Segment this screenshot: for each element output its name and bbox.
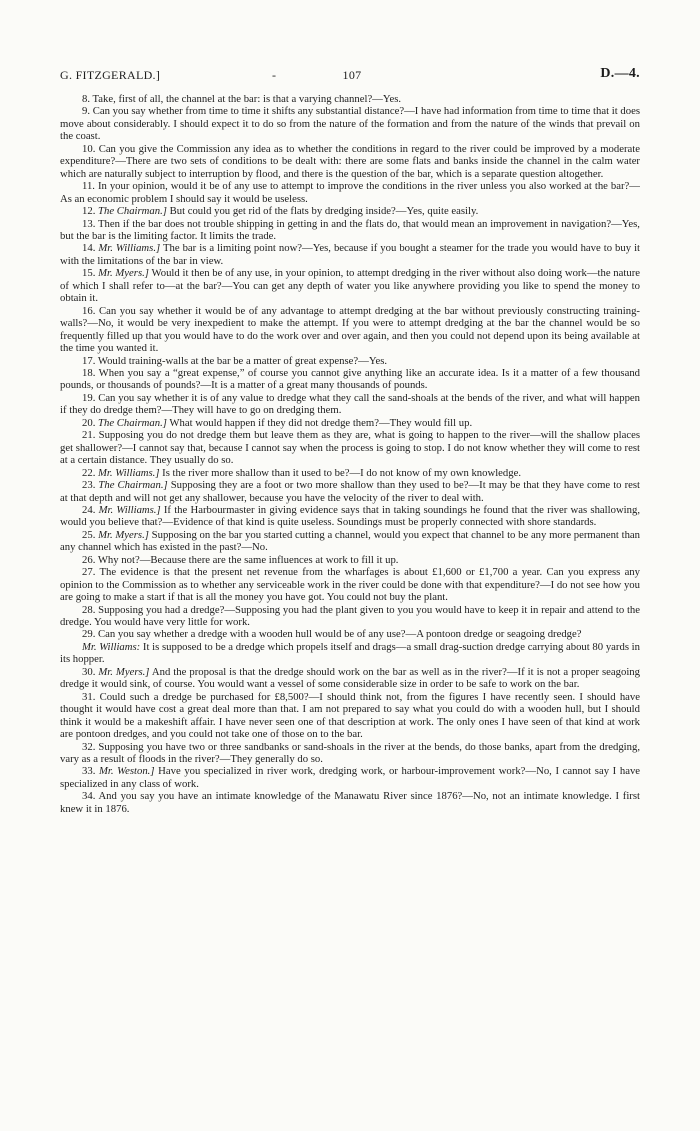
header-witness-name: G. FITZGERALD.] — [60, 68, 161, 82]
page-header — [60, 68, 640, 84]
evidence-paragraph — [60, 666, 640, 691]
question-answer-text: Take, first of all, the channel at the bar: is that a varying channel?—Yes. — [92, 93, 402, 105]
evidence-paragraph — [60, 479, 640, 504]
evidence-paragraph — [60, 467, 640, 479]
evidence-paragraph — [60, 355, 640, 367]
question-number: 34. — [82, 790, 96, 803]
question-answer-text: What would happen if they did not dredge them?—They would fill up. — [169, 416, 473, 429]
evidence-paragraph — [60, 218, 640, 243]
evidence-paragraph — [60, 554, 640, 566]
evidence-paragraph — [60, 180, 640, 205]
question-answer-text: Why not?—Because there are the same influences at work to fill it up. — [97, 553, 399, 566]
question-number: 30. — [82, 665, 96, 678]
speaker-label: Mr. Myers.] — [98, 665, 150, 678]
question-answer-text: Can you give the Commission any idea as to whether the conditions in regard to the river could be improved by a moderate expenditure?—There are two sets of conditions to be dealt with: there are some flats and banks inside the channel in the calm water which are naturally subject to interruption by flood, and there is the question of the bar, which is a separate question altogether. — [60, 142, 641, 180]
question-answer-text: Have you specialized in river work, dredging work, or harbour-improvement work?—No, I cannot say I have specialized in any class of work. — [60, 765, 641, 790]
evidence-paragraph — [60, 628, 640, 640]
evidence-paragraph — [60, 105, 640, 142]
question-number: 28. — [82, 603, 96, 616]
evidence-paragraph — [60, 392, 640, 417]
evidence-paragraph — [60, 604, 640, 629]
question-answer-text: It is supposed to be a dredge which propels itself and drags—a small drag-suction dredge carrying about 80 yards in its hopper. — [60, 640, 640, 666]
evidence-paragraph — [60, 143, 640, 180]
question-answer-text: Can you say whether it would be of any advantage to attempt dredging at the bar without previously constructing training-walls?—No, it would be very inexpedient to make the attempt. If you were to attempt dredging at the bar the channel would be so frequently filled up that you would have to do the work over and over again, and then you could not depend upon its being available at the time you wanted it. — [60, 304, 640, 355]
question-number: 11. — [82, 180, 95, 193]
question-number: 17. — [82, 354, 96, 367]
question-number: 24. — [82, 503, 96, 516]
speaker-label: Mr. Myers.] — [98, 528, 149, 541]
question-number: 8. — [82, 93, 91, 105]
question-answer-text: Supposing you do not dredge them but leave them as they are, what is going to happen to the river—will the shallow places get shallower?—I cannot say that, because I cannot say when the process is going to stop. I do not know whether they will come to rest at a certain distance. They usually do so. — [60, 429, 641, 467]
question-answer-text: Would it then be of any use, in your opinion, to attempt dredging in the river without also doing work—the nature of which I shall refer to—at the bar?—You can get any depth of water you like anywhere providing you like to spend the money to obtain it. — [60, 267, 641, 305]
question-number: 29. — [82, 628, 96, 641]
question-number: 25. — [82, 528, 96, 541]
question-number: 20. — [82, 416, 96, 429]
question-number: 23. — [82, 479, 96, 492]
question-number: 15. — [82, 267, 96, 280]
question-answer-text: Supposing they are a foot or two more shallow than they used to be?—It may be that they have come to rest at that depth and will not get any shallower, because you have the velocity of the river to deal with. — [60, 479, 641, 504]
speaker-label: Mr. Weston.] — [99, 765, 155, 778]
speaker-label: Mr. Williams: — [82, 640, 141, 653]
question-answer-text: When you say a “great expense,” of course you cannot give anything like an accurate idea. Is it a matter of a few thousand pounds, or thousands of pounds?—It is a matter of a great many thousands of pounds. — [60, 366, 641, 392]
question-answer-text: Would training-walls at the bar be a matter of great expense?—Yes. — [97, 354, 388, 367]
question-answer-text: The evidence is that the present net revenue from the wharfages is about £1,600 or £1,700 a year. Can you express any opinion to the Commission as to whether any serviceable work in the river could be done with that expenditure?—I do not see how you are going to make a start if that is all the money you have got. You could not buy the plant. — [60, 566, 640, 604]
speaker-label: The Chairman.] — [98, 479, 168, 492]
question-answer-text: Could such a dredge be purchased for £8,500?—I should think not, from the figures I have recently seen. I should have thought it would have cost a great deal more than that. I am not prepared to say what you could do with a wooden hull, but I should think it would be a makeshift affair. I have never seen one of that description at work. The only ones I have seen of that kind at work are pontoon dredges, and you could not take one of those on to the bar. — [60, 690, 641, 741]
speaker-label: Mr. Williams.] — [98, 503, 161, 516]
question-answer-text: Then if the bar does not trouble shipping in getting in and the flats do, that would mean an improvement in navigation?—Yes, but the bar is the limiting factor. It limits the trade. — [60, 217, 640, 242]
question-number: 33. — [82, 765, 96, 778]
evidence-paragraph — [60, 504, 640, 529]
evidence-paragraph — [60, 242, 640, 267]
question-answer-text: Supposing you had a dredge?—Supposing you had the plant given to you you would have to keep it in repair and attend to the dredge. You would have very little for work. — [60, 603, 640, 629]
evidence-paragraph — [60, 429, 640, 466]
question-answer-text: And the proposal is that the dredge should work on the bar as well as in the river?—If it is not a proper seagoing dredge it would sink, of course. You would want a vessel of some considerable size in order to be safe to work on the bar. — [60, 665, 640, 691]
question-number: 10. — [82, 142, 96, 155]
question-answer-text: Can you say whether it is of any value to dredge what they call the sand-shoals at the bends of the river, and what will happen if they do dredge them?—They will have to go on dredging them. — [60, 391, 640, 417]
evidence-paragraph — [60, 566, 640, 603]
question-answer-text: Supposing on the bar you started cutting a channel, would you expect that channel to be any more permanent than any channel which has existed in the past?—No. — [60, 528, 641, 554]
evidence-paragraph — [60, 641, 640, 666]
question-number: 18. — [82, 366, 96, 379]
question-answer-text: In your opinion, would it be of any use to attempt to improve the conditions in the river unless you also worked at the bar?—As an economic problem I should say it would be useless. — [60, 180, 640, 205]
speaker-label: The Chairman.] — [98, 416, 167, 429]
question-answer-text: The bar is a limiting point now?—Yes, because if you bought a steamer for the trade you would have to buy it with the limitations of the bar in view. — [60, 242, 641, 267]
header-dash: - — [272, 68, 277, 82]
evidence-paragraph — [60, 790, 640, 815]
question-answer-text: But could you get rid of the flats by dredging inside?—Yes, quite easily. — [169, 205, 479, 218]
question-answer-text: Can you say whether from time to time it shifts any substantial distance?—I have had information from time to time that it does move about considerably. I should expect it to do so from the nature of the formation and from the nature of the winds that prevail on the coast. — [60, 105, 640, 143]
question-answer-text: Can you say whether a dredge with a wooden hull would be of any use?—A pontoon dredge or seagoing dredge? — [98, 628, 582, 641]
question-number: 32. — [82, 740, 96, 753]
question-answer-text: Is the river more shallow than it used to be?—I do not know of my own knowledge. — [162, 466, 522, 479]
question-number: 22. — [82, 466, 96, 479]
speaker-label: Mr. Williams.] — [98, 242, 161, 255]
question-answer-text: If the Harbourmaster in giving evidence says that in taking soundings he found that the river was shallowing, would you believe that?—Evidence of that kind is quite useless. Soundings must be properly connected with shore standards. — [60, 503, 640, 529]
question-answer-text: And you say you have an intimate knowledge of the Manawatu River since 1876?—No, not an intimate knowledge. I first knew it in 1876. — [60, 790, 640, 815]
speaker-label: Mr. Williams.] — [98, 466, 160, 479]
question-number: 13. — [82, 217, 96, 230]
evidence-paragraph — [60, 305, 640, 355]
evidence-paragraph — [60, 367, 640, 392]
question-number: 9. — [82, 105, 91, 118]
question-number: 31. — [82, 690, 96, 703]
evidence-paragraph — [60, 529, 640, 554]
question-number: 21. — [82, 429, 96, 442]
question-number: 19. — [82, 391, 96, 404]
evidence-paragraph — [60, 691, 640, 741]
question-number: 14. — [82, 242, 96, 255]
evidence-paragraph — [60, 93, 640, 105]
speaker-label: The Chairman.] — [98, 205, 167, 218]
question-number: 12. — [82, 205, 96, 218]
page-number: 107 — [342, 68, 362, 82]
question-answer-text: Supposing you have two or three sandbanks or sand-shoals in the river at the bends, do those banks, apart from the dredging, vary as a result of floods in the river?—They generally do so. — [60, 740, 641, 766]
question-number: 26. — [82, 553, 96, 566]
evidence-paragraph — [60, 765, 640, 790]
evidence-body — [60, 93, 640, 815]
question-number: 27. — [82, 566, 96, 579]
speaker-label: Mr. Myers.] — [98, 267, 149, 280]
question-number: 16. — [82, 304, 96, 317]
evidence-paragraph — [60, 417, 640, 429]
document-reference: D.—4. — [600, 66, 640, 81]
evidence-paragraph — [60, 741, 640, 766]
evidence-paragraph — [60, 205, 640, 217]
evidence-paragraph — [60, 267, 640, 304]
